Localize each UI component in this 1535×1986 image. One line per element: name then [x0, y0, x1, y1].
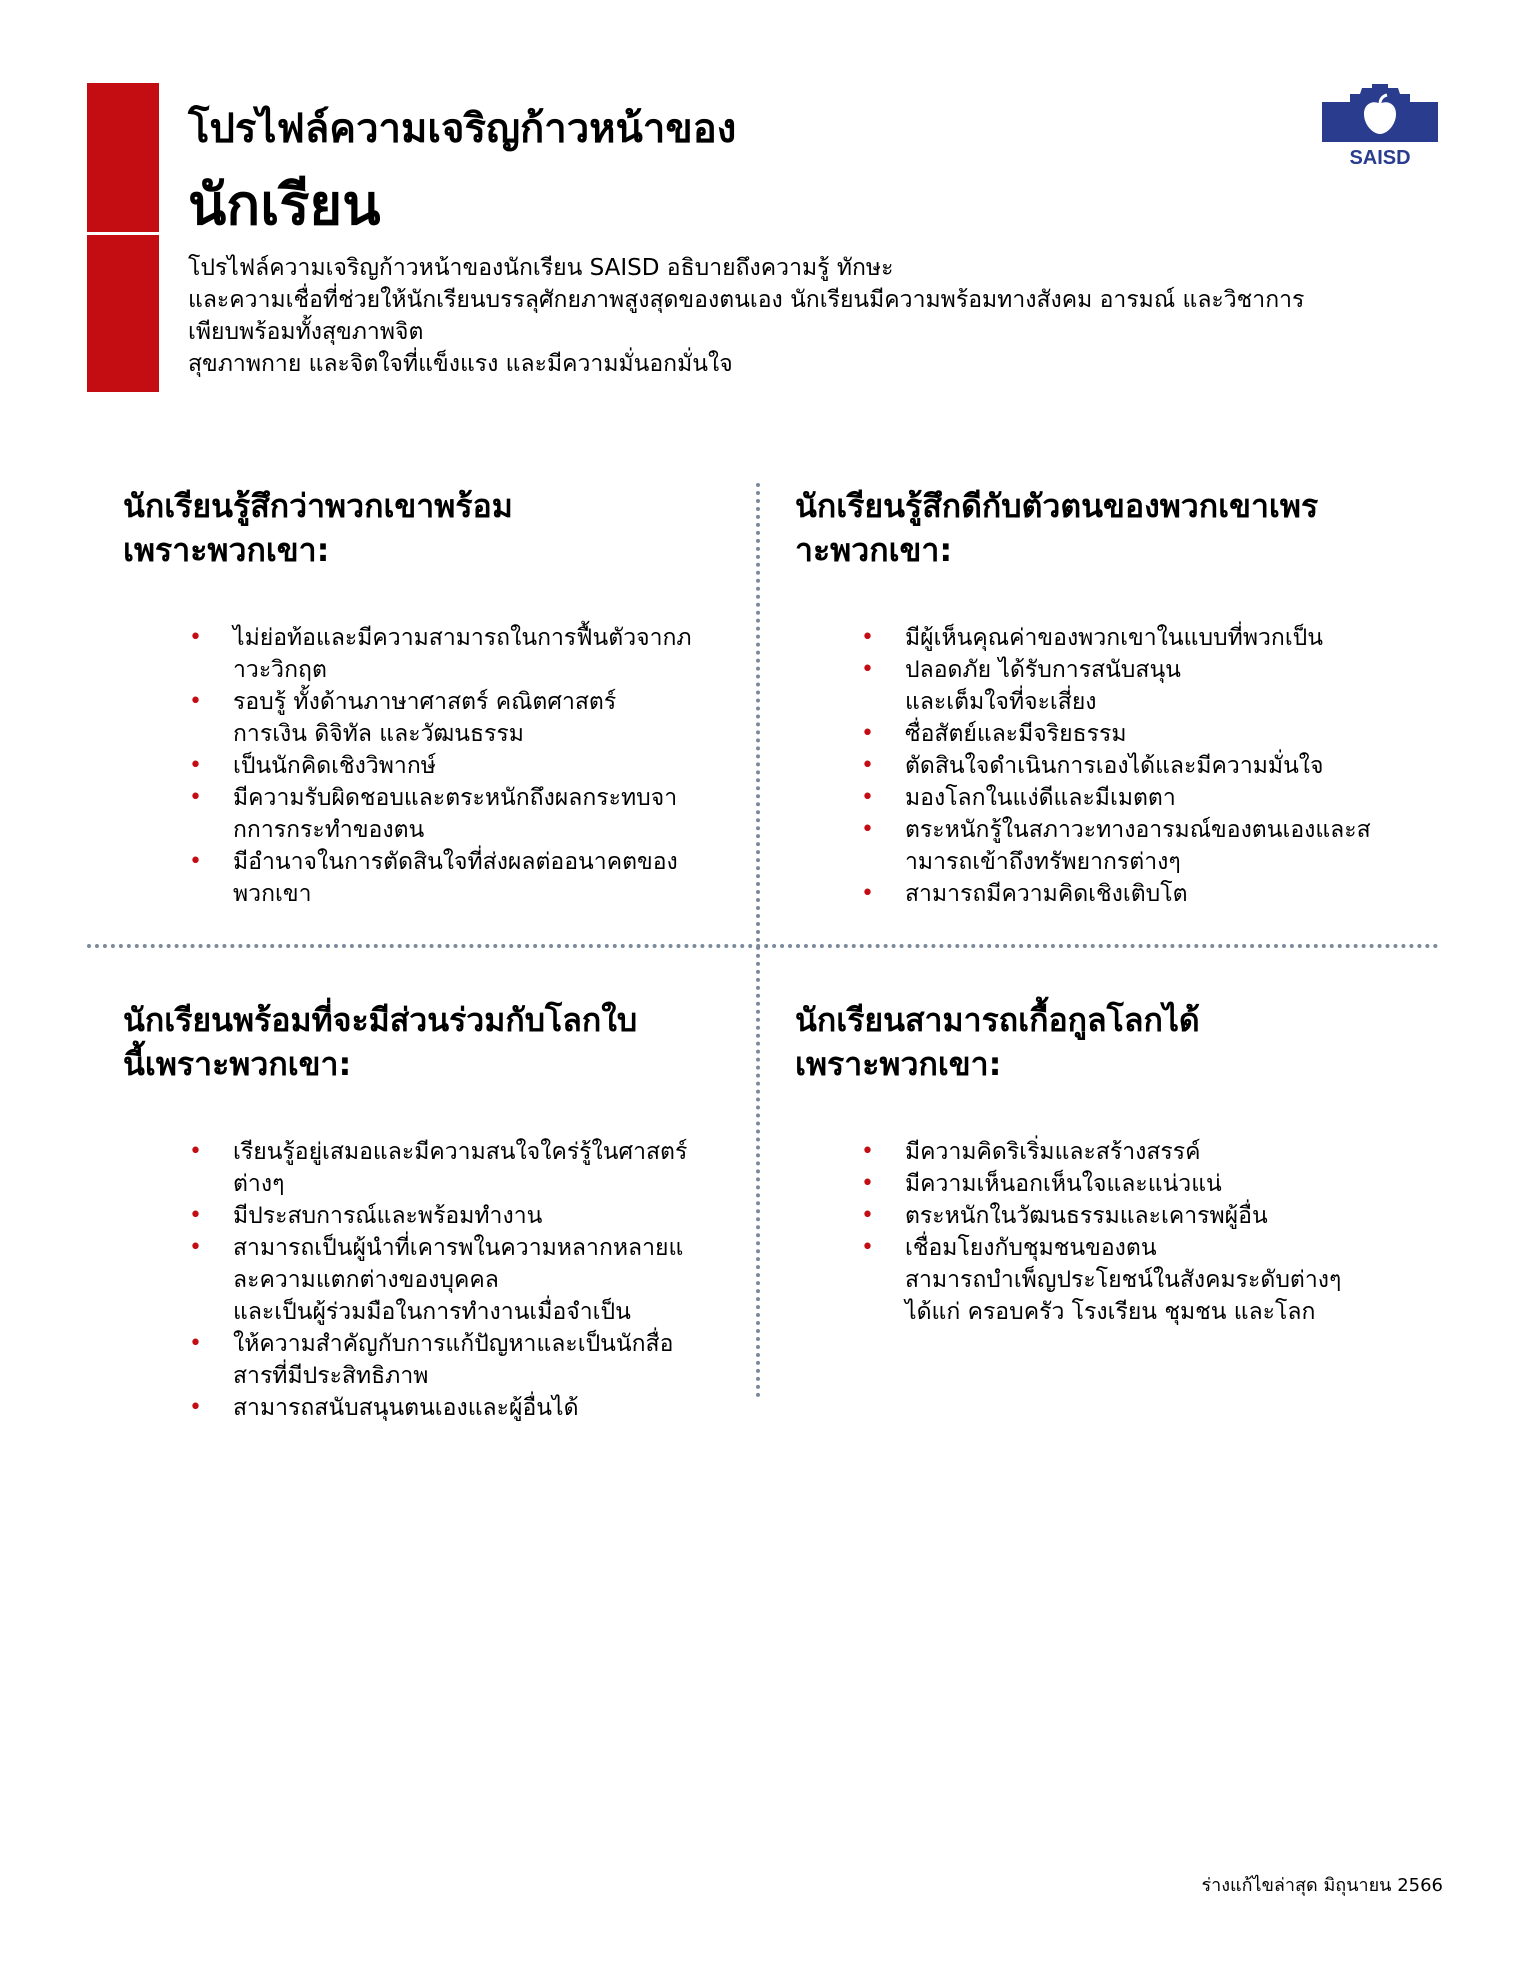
- quadrant-heading-line: เพราะพวกเขา:: [795, 1045, 1002, 1083]
- list-item-line: าวะวิกฤต: [233, 657, 327, 683]
- intro-line: โปรไฟล์ความเจริญก้าวหน้าของนักเรียน SAISD อธิบายถึงความรู้ ทักษะ: [188, 255, 894, 281]
- quadrant-list: [123, 622, 733, 910]
- list-item: [233, 1200, 733, 1232]
- list-item-line: • ตระหนักในวัฒนธรรมและเคารพผู้อื่น: [905, 1203, 1268, 1229]
- quadrant-heading: [795, 998, 1405, 1086]
- list-item-line: สารที่มีประสิทธิภาพ: [233, 1363, 429, 1389]
- list-item-line: และเป็นผู้ร่วมมือในการทำงานเมื่อจำเป็น: [233, 1299, 631, 1325]
- page-title-line1: โปรไฟล์ความเจริญก้าวหน้าของ: [188, 106, 737, 152]
- list-item-line: • ไม่ย่อท้อและมีความสามารถในการฟื้นตัวจากภ: [233, 625, 692, 651]
- quadrant-heading-line: นักเรียนพร้อมที่จะมีส่วนร่วมกับโลกใบ: [123, 1001, 638, 1039]
- list-item-line: การเงิน ดิจิทัล และวัฒนธรรม: [233, 721, 524, 747]
- list-item-line: • ซื่อสัตย์และมีจริยธรรม: [905, 721, 1127, 747]
- list-item: [905, 654, 1405, 718]
- quadrant-heading: [123, 998, 733, 1086]
- accent-bar-top: [87, 83, 159, 232]
- list-item: [233, 1392, 733, 1424]
- footer-revision-note: ร่างแก้ไขล่าสุด มิถุนายน 2566: [1201, 1875, 1443, 1896]
- list-item-line: • ให้ความสำคัญกับการแก้ปัญหาและเป็นนักสื่อ: [233, 1331, 674, 1357]
- quadrant-list: [795, 1136, 1405, 1328]
- list-item-line: • มีความเห็นอกเห็นใจและแน่วแน่: [905, 1171, 1222, 1197]
- quadrant-feel-good: [795, 484, 1405, 910]
- list-item-line: และเต็มใจที่จะเสี่ยง: [905, 689, 1097, 715]
- quadrant-heading-line: นี้เพราะพวกเขา:: [123, 1045, 352, 1083]
- list-item-line: • ตระหนักรู้ในสภาวะทางอารมณ์ของตนเองและส: [905, 817, 1371, 843]
- list-item: [233, 846, 733, 910]
- list-item-line: • รอบรู้ ทั้งด้านภาษาศาสตร์ คณิตศาสตร์: [233, 689, 617, 715]
- intro-line: และความเชื่อที่ช่วยให้นักเรียนบรรลุศักยภาพสูงสุดของตนเอง นักเรียนมีความพร้อมทางสังคม อารมณ์ และวิชาการ: [188, 287, 1305, 313]
- quadrant-heading-line: นักเรียนสามารถเกื้อกูลโลกได้: [795, 1001, 1200, 1039]
- list-item-line: • ปลอดภัย ได้รับการสนับสนุน: [905, 657, 1181, 683]
- quadrant-list: [123, 1136, 733, 1424]
- list-item-line: • มีประสบการณ์และพร้อมทำงาน: [233, 1203, 543, 1229]
- quadrant-ready: [123, 484, 733, 910]
- quadrant-heading-line: นักเรียนรู้สึกว่าพวกเขาพร้อม: [123, 487, 513, 525]
- quadrant-heading-line: าะพวกเขา:: [795, 531, 953, 569]
- saisd-logo: [1320, 84, 1440, 170]
- list-item-line: • สามารถสนับสนุนตนเองและผู้อื่นได้: [233, 1395, 579, 1421]
- vertical-divider: [756, 483, 760, 1398]
- list-item: [905, 1136, 1405, 1168]
- list-item: [233, 686, 733, 750]
- list-item-line: • ตัดสินใจดำเนินการเองได้และมีความมั่นใจ: [905, 753, 1324, 779]
- quadrant-heading-line: เพราะพวกเขา:: [123, 531, 330, 569]
- list-item-line: พวกเขา: [233, 881, 312, 907]
- logo-text: SAISD: [1349, 147, 1411, 169]
- list-item-line: • เรียนรู้อยู่เสมอและมีความสนใจใคร่รู้ในศาสตร์: [233, 1139, 688, 1165]
- list-item-line: • มีความคิดริเริ่มและสร้างสรรค์: [905, 1139, 1201, 1165]
- list-item-line: • สามารถเป็นผู้นำที่เคารพในความหลากหลายแ: [233, 1235, 684, 1261]
- list-item: [905, 878, 1405, 910]
- list-item: [233, 622, 733, 686]
- list-item-line: ได้แก่ ครอบครัว โรงเรียน ชุมชน และโลก: [905, 1299, 1316, 1325]
- quadrant-list: [795, 622, 1405, 910]
- list-item-line: • มีผู้เห็นคุณค่าของพวกเขาในแบบที่พวกเป็น: [905, 625, 1323, 651]
- list-item-line: ามารถเข้าถึงทรัพยากรต่างๆ: [905, 849, 1181, 875]
- list-item: [233, 750, 733, 782]
- quadrant-contribute-world: [795, 998, 1405, 1328]
- list-item: [233, 1328, 733, 1392]
- list-item: [905, 622, 1405, 654]
- list-item-line: สามารถบำเพ็ญประโยชน์ในสังคมระดับต่างๆ: [905, 1267, 1342, 1293]
- list-item: [905, 1200, 1405, 1232]
- list-item-line: • มีอำนาจในการตัดสินใจที่ส่งผลต่ออนาคตของ: [233, 849, 678, 875]
- list-item: [233, 782, 733, 846]
- list-item-line: กการกระทำของตน: [233, 817, 425, 843]
- accent-bar-bottom: [87, 235, 159, 392]
- intro-line: เพียบพร้อมทั้งสุขภาพจิต: [188, 319, 424, 345]
- page-title-line2: นักเรียน: [188, 173, 381, 238]
- quadrant-heading: [123, 484, 733, 572]
- list-item: [905, 750, 1405, 782]
- quadrant-heading-line: นักเรียนรู้สึกดีกับตัวตนของพวกเขาเพร: [795, 487, 1319, 525]
- list-item-line: • มีความรับผิดชอบและตระหนักถึงผลกระทบจา: [233, 785, 678, 811]
- list-item: [233, 1232, 733, 1328]
- list-item: [233, 1136, 733, 1200]
- list-item-line: • สามารถมีความคิดเชิงเติบโต: [905, 881, 1188, 907]
- list-item: [905, 814, 1405, 878]
- list-item: [905, 718, 1405, 750]
- list-item-line: • เชื่อมโยงกับชุมชนของตน: [905, 1235, 1157, 1261]
- list-item-line: ต่างๆ: [233, 1171, 285, 1197]
- quadrant-engage-world: [123, 998, 733, 1424]
- quadrant-heading: [795, 484, 1405, 572]
- horizontal-divider: [87, 944, 1439, 948]
- list-item-line: ละความแตกต่างของบุคคล: [233, 1267, 499, 1293]
- list-item-line: • เป็นนักคิดเชิงวิพากษ์: [233, 753, 436, 779]
- intro-line: สุขภาพกาย และจิตใจที่แข็งแรง และมีความมั่นอกมั่นใจ: [188, 351, 733, 377]
- list-item: [905, 1232, 1405, 1328]
- list-item: [905, 1168, 1405, 1200]
- list-item-line: • มองโลกในแง่ดีและมีเมตตา: [905, 785, 1176, 811]
- intro-paragraph: [188, 252, 1428, 380]
- list-item: [905, 782, 1405, 814]
